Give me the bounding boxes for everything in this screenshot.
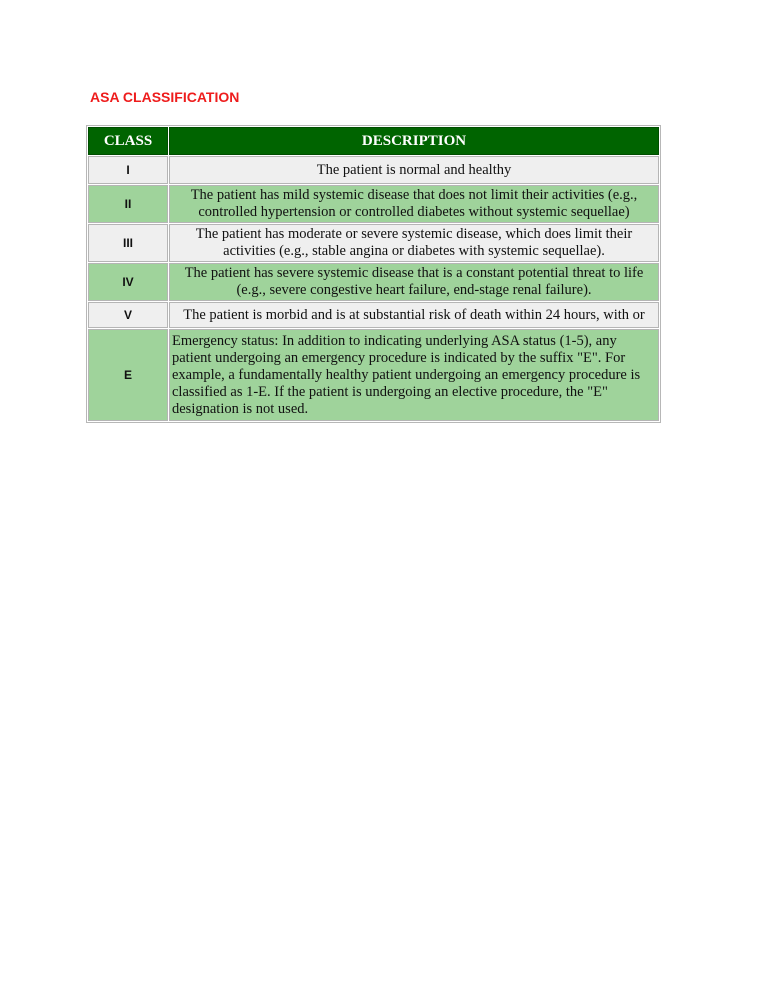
class-cell: III [88, 224, 168, 262]
class-cell: V [88, 302, 168, 328]
class-cell: IV [88, 263, 168, 301]
column-header-description: DESCRIPTION [169, 127, 659, 155]
description-cell: The patient is morbid and is at substantial risk of death within 24 hours, with or [169, 302, 659, 328]
description-cell: The patient has moderate or severe systemic disease, which does limit their activities (e.g., stable angina or diabetes with systemic sequellae). [169, 224, 659, 262]
description-cell: Emergency status: In addition to indicating underlying ASA status (1-5), any patient undergoing an emergency procedure is indicated by the suffix "E". For example, a fundamentally healthy patient undergoing an emergency procedure is classified as 1-E. If the patient is undergoing an elective procedure, the "E" designation is not used. [169, 329, 659, 421]
table-row [88, 329, 659, 421]
page-title: ASA CLASSIFICATION [90, 89, 240, 105]
class-cell: II [88, 185, 168, 223]
column-header-class: CLASS [88, 127, 168, 155]
table-row [88, 185, 659, 223]
class-cell: E [88, 329, 168, 421]
asa-classification-table [87, 126, 660, 422]
description-cell: The patient has severe systemic disease that is a constant potential threat to life (e.g., severe congestive heart failure, end-stage renal failure). [169, 263, 659, 301]
description-cell: The patient has mild systemic disease that does not limit their activities (e.g., controlled hypertension or controlled diabetes without systemic sequellae) [169, 185, 659, 223]
table-header-row [88, 127, 659, 155]
description-cell: The patient is normal and healthy [169, 156, 659, 184]
table-row [88, 156, 659, 184]
class-cell: I [88, 156, 168, 184]
table-row [88, 224, 659, 262]
table-row [88, 263, 659, 301]
table-row [88, 302, 659, 328]
